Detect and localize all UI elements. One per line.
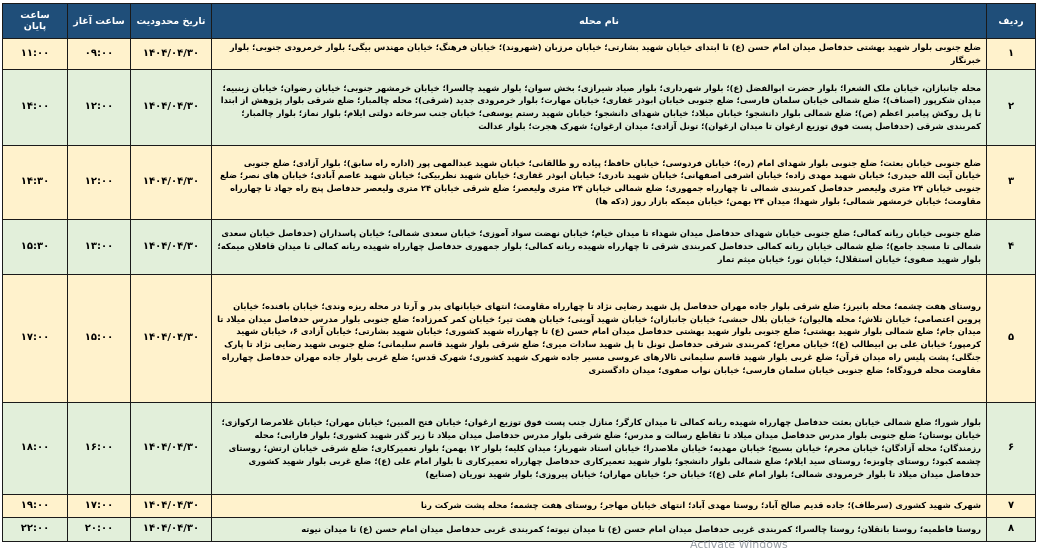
start-time-cell: ۲۰:۰۰ bbox=[68, 517, 131, 541]
row-number: ۶ bbox=[987, 402, 1036, 494]
row-number: ۲ bbox=[987, 69, 1036, 145]
activation-watermark: Activate Windows bbox=[690, 538, 788, 551]
header-row-number: ردیف bbox=[987, 4, 1036, 39]
end-time-cell: ۲۲:۰۰ bbox=[3, 517, 68, 541]
table-row bbox=[3, 145, 1036, 219]
end-time-cell: ۱۵:۳۰ bbox=[3, 219, 68, 274]
row-number: ۷ bbox=[987, 494, 1036, 517]
end-time-cell: ۱۷:۰۰ bbox=[3, 274, 68, 402]
end-time-cell: ۱۸:۰۰ bbox=[3, 402, 68, 494]
header-date: تاریخ محدودیت bbox=[131, 4, 212, 39]
table-row bbox=[3, 219, 1036, 274]
start-time-cell: ۱۲:۰۰ bbox=[68, 145, 131, 219]
table-row bbox=[3, 69, 1036, 145]
area-cell: ضلع جنوبی بلوار شهید بهشتی حدفاصل میدان امام حسن (ع) تا ابتدای خیابان شهید بشارتی؛ خیابان مرزبان (شهروند)؛ خیابان فرهنگ؛ خیابان مهندس بیگی؛ بلوار خرمرودی جنوبی؛ بلوار خبرنگار bbox=[212, 39, 987, 70]
outage-schedule-table bbox=[2, 3, 1036, 542]
start-time-cell: ۱۳:۰۰ bbox=[68, 219, 131, 274]
table-row bbox=[3, 402, 1036, 494]
header-area-name: نام محله bbox=[212, 4, 987, 39]
table-row bbox=[3, 274, 1036, 402]
start-time-cell: ۱۶:۰۰ bbox=[68, 402, 131, 494]
area-cell: روستای هفت چشمه؛ محله بانیرز؛ ضلع شرقی بلوار جاده مهران حدفاصل پل شهید رضایی نژاد تا چهارراه مقاومت؛ انتهای خیابانهای بدر و آرتا در محله ریزه وندی؛ خیابان بافنده؛ خیابان پروین اعتصامی؛ خیابان تلاش؛ محله هالیوان؛ خیابان بلال حبشی؛ خیابان جانبازان؛ خیابان شهید آوینی؛ خیابان هفت تیر؛ خیابان کمر کمرزاده؛ ضلع جنوبی بلوار مدرس حدفاصل میدان میلاد تا میدان جام؛ ضلع شمالی بلوار شهید بهشتی؛ ضلع جنوبی بلوار شهید بهشتی حدفاصل میدان امام حسن (ع) تا چهارراه شهید کشوری؛ خیابان شهید بشارتی؛ خیابان آزادی ۶، خیابان شهید کرمپور؛ خیابان علی بن ابیطالب (ع)؛ خیابان معراج؛ کمربندی شرقی حدفاصل تونل تا پل شهید سادات میری؛ ضلع شرقی بلوار شهید قاسم سلیمانی؛ ضلع جنوبی شهید رضایی نژاد تا پارک جنگلی؛ پشت پلیس راه میدان قرآن؛ ضلع غربی بلوار شهید قاسم سلیمانی تالارهای عروسی مسیر جاده شهرک شهید کشوری؛ شهرک قدس؛ ضلع غربی بلوار جاده مهران حدفاصل چهارراه مقاومت محله فرودگاه؛ ضلع جنوبی خیابان سلمان فارسی؛ خیابان نواب صفوی؛ میدان دادگستری bbox=[212, 274, 987, 402]
end-time-cell: ۱۴:۳۰ bbox=[3, 145, 68, 219]
row-number: ۱ bbox=[987, 39, 1036, 70]
date-cell: ۱۴۰۴/۰۴/۳۰ bbox=[131, 494, 212, 517]
date-cell: ۱۴۰۴/۰۴/۳۰ bbox=[131, 145, 212, 219]
end-time-cell: ۱۴:۰۰ bbox=[3, 69, 68, 145]
row-number: ۸ bbox=[987, 517, 1036, 541]
start-time-cell: ۱۲:۰۰ bbox=[68, 69, 131, 145]
row-number: ۴ bbox=[987, 219, 1036, 274]
date-cell: ۱۴۰۴/۰۴/۳۰ bbox=[131, 517, 212, 541]
end-time-cell: ۱۱:۰۰ bbox=[3, 39, 68, 70]
table-row bbox=[3, 517, 1036, 541]
header-start-time: ساعت آغاز bbox=[68, 4, 131, 39]
area-cell: ضلع جنوبی خیابان ریانه کمالی؛ ضلع جنوبی خیابان شهدای حدفاصل میدان شهداء تا میدان خیام؛ خیابان نهضت سواد آموزی؛ خیابان سعدی شمالی؛ خیابان پاسداران (حدفاصل خیابان سعدی شمالی تا مسجد جامع)؛ ضلع شمالی خیابان ریانه کمالی حدفاصل کمربندی شرقی تا چهارراه شهیده ریانه کمالی؛ بلوار جمهوری حدفاصل چهارراه شهیده ریانه کمالی تا میدان قافلان میمکه؛ بلوار شهید صفوی؛ خیابان استقلال؛ خیابان نور؛ خیابان میثم تمار bbox=[212, 219, 987, 274]
start-time-cell: ۱۵:۰۰ bbox=[68, 274, 131, 402]
start-time-cell: ۰۹:۰۰ bbox=[68, 39, 131, 70]
table-row bbox=[3, 494, 1036, 517]
table-row bbox=[3, 39, 1036, 70]
date-cell: ۱۴۰۴/۰۴/۳۰ bbox=[131, 69, 212, 145]
date-cell: ۱۴۰۴/۰۴/۳۰ bbox=[131, 274, 212, 402]
row-number: ۳ bbox=[987, 145, 1036, 219]
area-cell: شهرک شهید کشوری (سرطاف)؛ جاده قدیم صالح آباد؛ روستا مهدی آباد؛ انتهای خیابان مهاجر؛ روستای هفت چشمه؛ محله پشت شرکت رنا bbox=[212, 494, 987, 517]
end-time-cell: ۱۹:۰۰ bbox=[3, 494, 68, 517]
area-cell: بلوار شورا؛ ضلع شمالی خیابان بعثت حدفاصل چهارراه شهیده ریانه کمالی تا میدان کارگر؛ منازل جنب پست فوق توزیع ارغوان؛ خیابان فتح المبین؛ خیابان مهران؛ خیابان غلامرضا ارکوازی؛ خیابان بوستان؛ ضلع جنوبی بلوار مدرس حدفاصل میدان میلاد تا تقاطع رسالت و مدرس؛ ضلع شرقی بلوار مدرس حدفاصل میدان میلاد تا زیر گذر شهید کشوری؛ بلوار فارابی؛ محله رزمندگان؛ محله آزادگان؛ خیابان محرم؛ خیابان بسیج؛ خیابان مهدیه؛ خیابان ملاصدرا؛ خیابان استاد شهریار؛ میدان کلیه؛ بلوار ۱۲ بهمن؛ بلوار تعمیرکاری؛ ضلع شرقی خیابان ارتش؛ روستای چشمه کبود؛ روستای چاوبزه؛ روستای سید ایلام؛ ضلع شمالی بلوار دانشجو؛ بلوار شهید تعمیرکاری حدفاصل چهارراه تعمیرکاری تا بلوار امام علی (ع)؛ ضلع غربی بلوار شهید کشوری حدفاصل میدان میلاد تا بلوار خرمرودی شمالی؛ بلوار امام علی (ع)؛ خیابان حر؛ خیابان مهاران؛ خیابان پیروزی؛ بلوار شهید نوریان (صنایع) bbox=[212, 402, 987, 494]
area-cell: ضلع جنوبی خیابان بعثت؛ ضلع جنوبی بلوار شهدای امام (ره)؛ خیابان فردوسی؛ خیابان حافظ؛ پیاده رو طالقانی؛ خیابان شهید عبدالمهی پور (اداره راه سابق)؛ بلوار آزادی؛ ضلع جنوبی خیابان آیت الله حیدری؛ خیابان شهید مهدی زاده؛ خیابان اشرفی اصفهانی؛ خیابان شهید نادری؛ خیابان ابوذر غفاری؛ خیابان شهید نظربیکی؛ خیابان شهید عاصم آبادی؛ خیابان های نصر؛ ضلع جنوبی خیابان ۲۴ متری ولیعصر حدفاصل کمربندی شمالی تا چهارراه جمهوری؛ ضلع شمالی خیابان ۲۴ متری ولیعصر؛ ضلع شرقی خیابان ۲۴ متری ولیعصر حدفاصل پنج راه جهاد تا چهارراه مقاومت؛ خیابان خرمشهر شمالی؛ بلوار شهدا؛ میدان ۲۴ بهمن؛ خیابان میمکه بازار روز (دکه ها) bbox=[212, 145, 987, 219]
date-cell: ۱۴۰۴/۰۴/۳۰ bbox=[131, 402, 212, 494]
date-cell: ۱۴۰۴/۰۴/۳۰ bbox=[131, 219, 212, 274]
row-number: ۵ bbox=[987, 274, 1036, 402]
header-row bbox=[3, 4, 1036, 39]
area-cell: روستا فاطمیه؛ روستا بانقلان؛ روستا چالسرا؛ کمربندی غربی حدفاصل میدان امام حسن (ع) تا میدان نیوته؛ کمربندی غربی حدفاصل میدان امام حسن (ع) تا میدان نیوته bbox=[212, 517, 987, 541]
start-time-cell: ۱۷:۰۰ bbox=[68, 494, 131, 517]
header-end-time: ساعت پایان bbox=[3, 4, 68, 39]
date-cell: ۱۴۰۴/۰۴/۳۰ bbox=[131, 39, 212, 70]
area-cell: محله جانبازان، خیابان ملک الشعرا؛ بلوار حضرت ابوالفضل (ع)؛ بلوار شهرداری؛ بلوار صیاد شیرازی؛ بخش سوان؛ بلوار شهید چالسرا؛ خیابان خرمشهر جنوبی؛ خیابان رضوان؛ خیابان زینبیه؛ میدان شکرپور (اصناف)؛ ضلع شمالی خیابان سلمان فارسی؛ ضلع جنوبی خیابان ابوذر غفاری؛ خیابان مهارت؛ بلوار خرمرودی جدید (شرقی)؛ محله چالمبار؛ ضلع شرقی بلوار پژوهش از ابتدا تا پل روکش پیامبر اعظم (ص)؛ ضلع شمالی بلوار دانشجو؛ خیابان میلاد؛ خیابان شهدای دانشجو؛ خیابان شهید رستم یوسفی؛ خیابان جنب سرخانه دولتی ایلام؛ بلوار نماز؛ بلوار چالمبار؛ کمربندی شرقی (حدفاصل پست فوق توزیع ارغوان تا میدان ارغوان)؛ تونل آزادی؛ میدان ارغوان؛ شهرک هجرت؛ بلوار عدالت bbox=[212, 69, 987, 145]
